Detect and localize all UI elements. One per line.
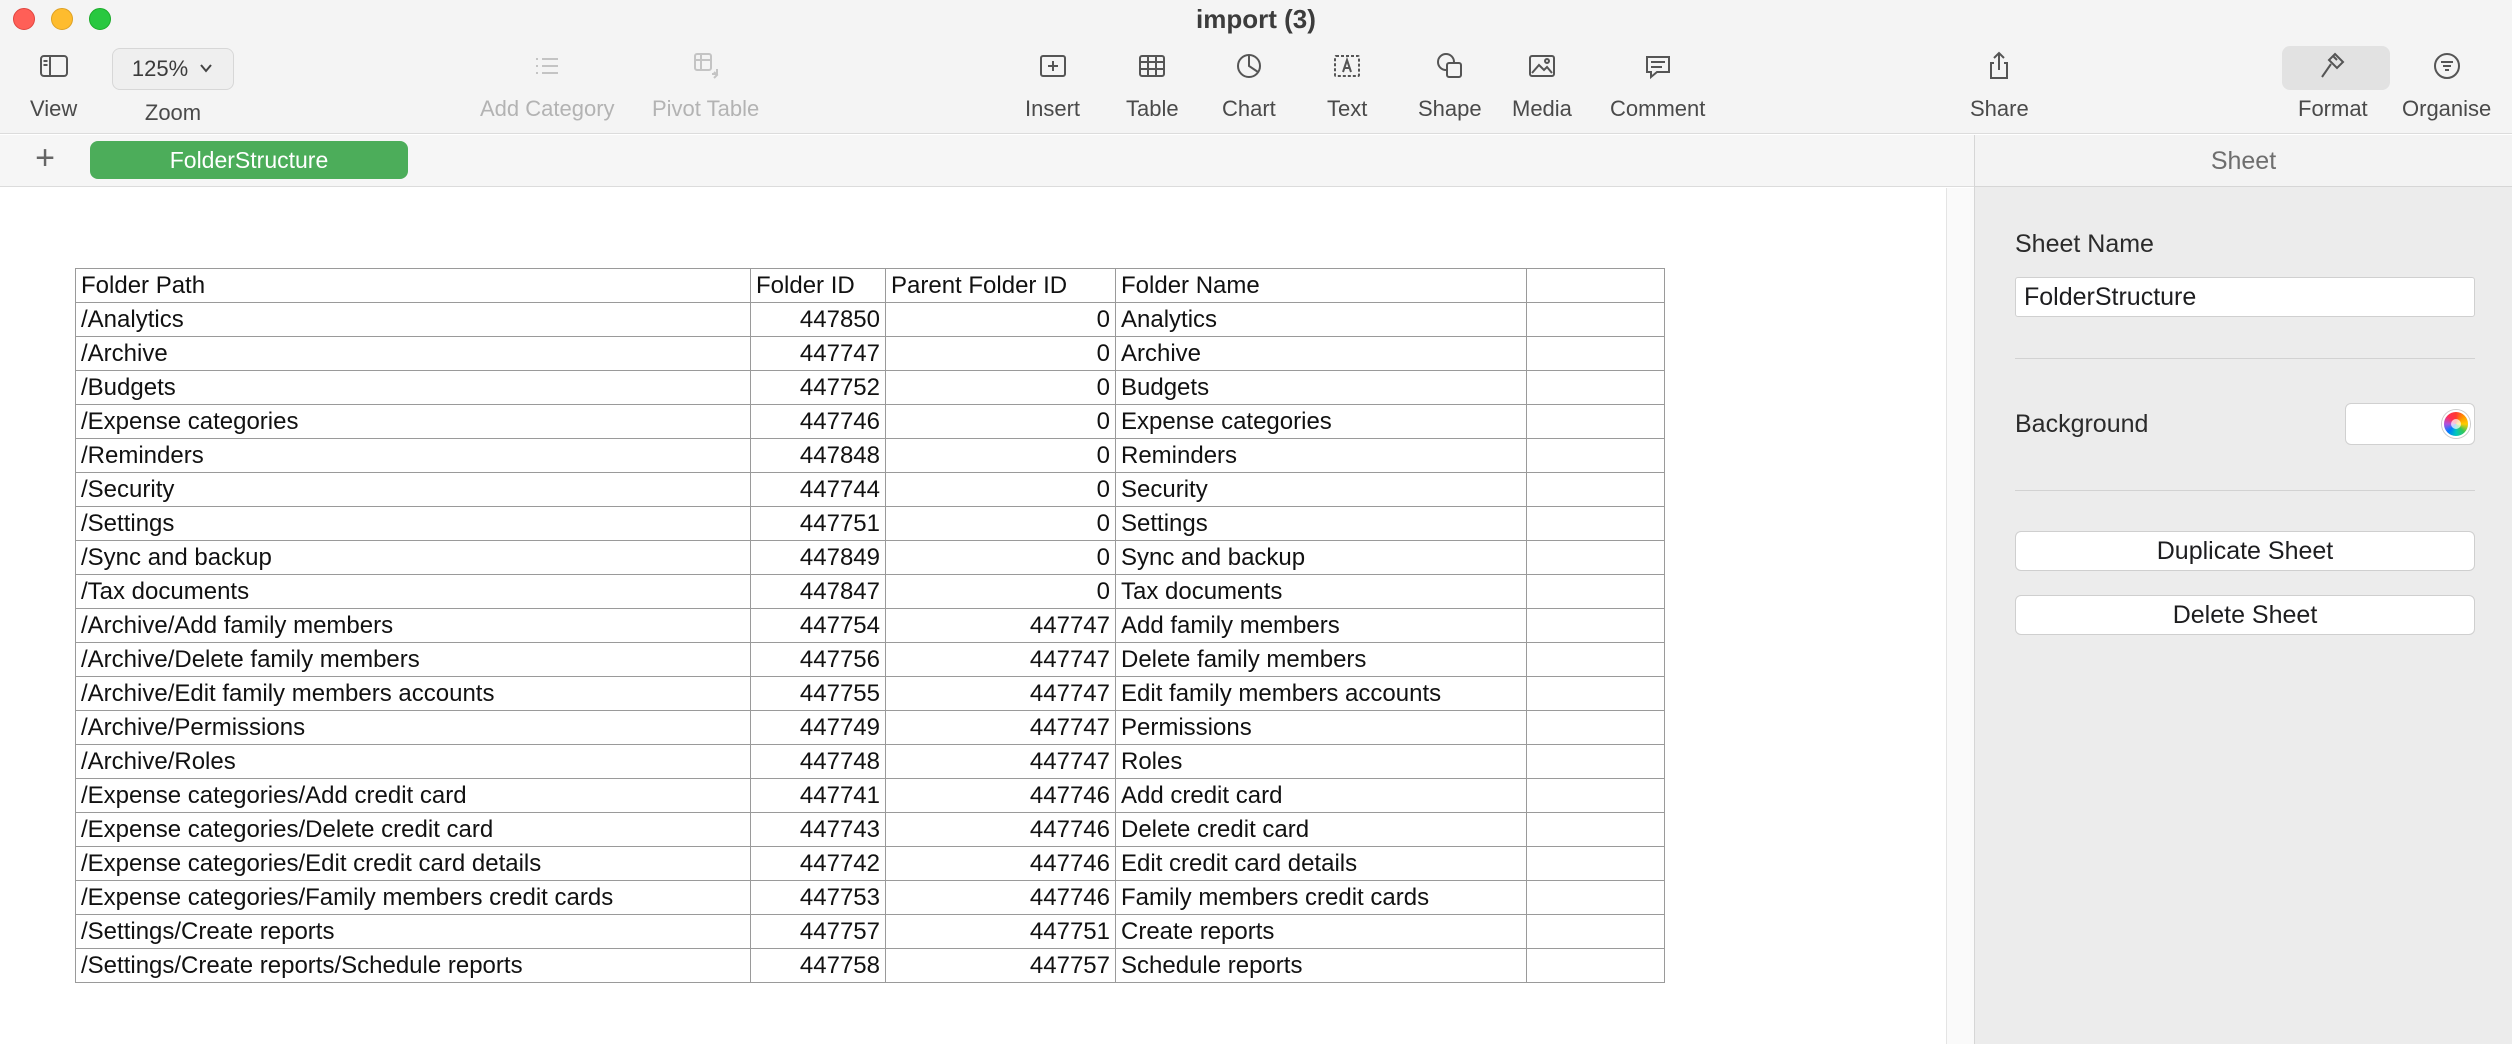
table-row (76, 609, 1665, 643)
zoom-dropdown[interactable] (112, 48, 234, 90)
table-cell[interactable]: /Settings (76, 507, 751, 541)
table-cell[interactable]: 0 (886, 541, 1116, 575)
table-icon (1132, 46, 1172, 86)
table-cell[interactable]: Edit family members accounts (1116, 677, 1527, 711)
sidebar-icon (34, 46, 74, 86)
pie-chart-icon (1229, 46, 1269, 86)
table-cell[interactable]: /Expense categories/Edit credit card details (76, 847, 751, 881)
paintbrush-icon (2313, 46, 2353, 86)
chevron-down-icon (198, 56, 214, 82)
text-box-icon (1327, 46, 1367, 86)
table-row (76, 541, 1665, 575)
table-cell[interactable]: 447752 (751, 371, 886, 405)
table-cell[interactable] (1527, 745, 1665, 779)
zoom-value: 125% (131, 56, 189, 81)
table-cell[interactable]: Analytics (1116, 303, 1527, 337)
chart-label: Chart (1222, 96, 1276, 121)
comment-button[interactable] (1610, 46, 1705, 122)
tab-folderstructure[interactable]: FolderStructure (90, 141, 408, 179)
table-cell[interactable]: /Reminders (76, 439, 751, 473)
share-button[interactable] (1970, 46, 2029, 122)
table-cell[interactable]: 0 (886, 575, 1116, 609)
share-label: Share (1970, 96, 2029, 121)
table-cell[interactable] (1527, 915, 1665, 949)
table-cell[interactable]: Sync and backup (1116, 541, 1527, 575)
folder-table[interactable] (75, 268, 1665, 983)
background-label: Background (2015, 410, 2149, 438)
table-row (76, 439, 1665, 473)
table-row (76, 507, 1665, 541)
table-cell[interactable]: 447747 (751, 337, 886, 371)
table-cell[interactable]: 447746 (886, 847, 1116, 881)
table-cell[interactable]: /Analytics (76, 303, 751, 337)
table-cell[interactable]: Delete credit card (1116, 813, 1527, 847)
format-sidebar (1974, 135, 2512, 1044)
organise-label: Organise (2402, 96, 2492, 121)
table-cell[interactable]: 447746 (886, 779, 1116, 813)
table-cell[interactable]: 447744 (751, 473, 886, 507)
list-icon (527, 46, 567, 86)
table-button[interactable] (1126, 46, 1179, 122)
table-cell[interactable]: /Budgets (76, 371, 751, 405)
duplicate-sheet-button[interactable]: Duplicate Sheet (2015, 531, 2475, 571)
table-cell[interactable]: Tax documents (1116, 575, 1527, 609)
table-row (76, 711, 1665, 745)
header-cell[interactable]: Folder Name (1116, 269, 1527, 303)
table-cell[interactable]: 447850 (751, 303, 886, 337)
divider (2015, 358, 2475, 359)
sheet-canvas[interactable] (0, 188, 1946, 1044)
table-cell[interactable] (1527, 779, 1665, 813)
table-row (76, 779, 1665, 813)
table-row (76, 405, 1665, 439)
window-title: import (3) (1196, 4, 1316, 34)
shape-icon (1430, 46, 1470, 86)
table-cell[interactable]: 447754 (751, 609, 886, 643)
header-cell[interactable]: Folder Path (76, 269, 751, 303)
table-row (76, 915, 1665, 949)
table-cell[interactable] (1527, 609, 1665, 643)
table-cell[interactable] (1527, 813, 1665, 847)
table-cell[interactable] (1527, 541, 1665, 575)
table-cell[interactable]: Reminders (1116, 439, 1527, 473)
delete-sheet-button[interactable]: Delete Sheet (2015, 595, 2475, 635)
table-row (76, 949, 1665, 983)
shape-button[interactable] (1418, 46, 1482, 122)
photo-icon (1522, 46, 1562, 86)
table-cell[interactable]: 447741 (751, 779, 886, 813)
share-icon (1979, 46, 2019, 86)
table-row (76, 881, 1665, 915)
table-cell[interactable]: /Security (76, 473, 751, 507)
divider (2015, 490, 2475, 491)
table-cell[interactable]: /Archive/Add family members (76, 609, 751, 643)
table-cell[interactable]: /Expense categories/Family members credit cards (76, 881, 751, 915)
table-cell[interactable]: /Archive/Permissions (76, 711, 751, 745)
table-cell[interactable]: Security (1116, 473, 1527, 507)
table-cell[interactable]: /Archive/Edit family members accounts (76, 677, 751, 711)
table-cell[interactable]: 0 (886, 337, 1116, 371)
table-cell[interactable] (1527, 711, 1665, 745)
table-cell[interactable]: /Archive/Roles (76, 745, 751, 779)
table-cell[interactable]: 447742 (751, 847, 886, 881)
table-cell[interactable] (1527, 507, 1665, 541)
table-cell[interactable]: 0 (886, 473, 1116, 507)
table-cell[interactable]: 0 (886, 405, 1116, 439)
text-button[interactable] (1327, 46, 1367, 122)
comment-icon (1638, 46, 1678, 86)
table-cell[interactable]: /Settings/Create reports (76, 915, 751, 949)
table-cell[interactable]: 447747 (886, 643, 1116, 677)
table-cell[interactable]: Schedule reports (1116, 949, 1527, 983)
table-cell[interactable]: /Settings/Create reports/Schedule reports (76, 949, 751, 983)
pivot-table-label: Pivot Table (652, 96, 760, 121)
table-cell[interactable]: 447758 (751, 949, 886, 983)
table-cell[interactable] (1527, 643, 1665, 677)
media-label: Media (1512, 96, 1572, 121)
table-cell[interactable]: Family members credit cards (1116, 881, 1527, 915)
table-cell[interactable]: 0 (886, 303, 1116, 337)
table-cell[interactable]: Roles (1116, 745, 1527, 779)
sidebar-tab-sheet[interactable]: Sheet (1975, 135, 2512, 187)
table-cell[interactable]: Permissions (1116, 711, 1527, 745)
table-cell[interactable]: Add credit card (1116, 779, 1527, 813)
table-cell[interactable]: 447757 (751, 915, 886, 949)
table-header-row (76, 269, 1665, 303)
table-cell[interactable]: 447756 (751, 643, 886, 677)
shape-label: Shape (1418, 96, 1482, 121)
table-cell[interactable] (1527, 881, 1665, 915)
chart-button[interactable] (1222, 46, 1276, 122)
view-label: View (30, 96, 78, 121)
table-row (76, 473, 1665, 507)
organise-icon (2427, 46, 2467, 86)
insert-icon (1033, 46, 1073, 86)
table-cell[interactable]: 447751 (886, 915, 1116, 949)
table-cell[interactable] (1527, 473, 1665, 507)
table-cell[interactable]: 447847 (751, 575, 886, 609)
format-label: Format (2298, 96, 2368, 121)
table-cell[interactable] (1527, 405, 1665, 439)
table-cell[interactable]: Add family members (1116, 609, 1527, 643)
add-category-label: Add Category (480, 96, 615, 121)
comment-label: Comment (1610, 96, 1706, 121)
table-cell[interactable]: 447748 (751, 745, 886, 779)
table-row (76, 337, 1665, 371)
media-button[interactable] (1512, 46, 1572, 122)
table-cell[interactable]: Budgets (1116, 371, 1527, 405)
table-row (76, 677, 1665, 711)
table-cell[interactable]: 447746 (886, 813, 1116, 847)
table-cell[interactable] (1527, 371, 1665, 405)
table-cell[interactable]: 0 (886, 439, 1116, 473)
table-cell[interactable]: 447755 (751, 677, 886, 711)
table-cell[interactable]: 447757 (886, 949, 1116, 983)
table-cell[interactable]: 447747 (886, 745, 1116, 779)
table-label: Table (1126, 96, 1179, 121)
table-cell[interactable]: /Expense categories (76, 405, 751, 439)
zoom-label: Zoom (144, 100, 202, 125)
table-row (76, 847, 1665, 881)
table-cell[interactable]: Archive (1116, 337, 1527, 371)
table-cell[interactable]: Expense categories (1116, 405, 1527, 439)
table-cell[interactable] (1527, 439, 1665, 473)
table-cell[interactable]: 447746 (886, 881, 1116, 915)
table-cell[interactable]: Edit credit card details (1116, 847, 1527, 881)
table-cell[interactable]: 447747 (886, 711, 1116, 745)
header-cell[interactable]: Parent Folder ID (886, 269, 1116, 303)
table-cell[interactable]: Delete family members (1116, 643, 1527, 677)
view-button[interactable] (30, 46, 77, 122)
table-cell[interactable]: 447743 (751, 813, 886, 847)
table-cell[interactable] (1527, 949, 1665, 983)
table-cell[interactable] (1527, 575, 1665, 609)
table-cell[interactable]: 0 (886, 507, 1116, 541)
table-cell[interactable]: 447848 (751, 439, 886, 473)
toolbar (0, 0, 2512, 134)
sheet-tab-bar (0, 135, 1974, 187)
table-row (76, 745, 1665, 779)
table-cell[interactable] (1527, 337, 1665, 371)
header-cell[interactable] (1527, 269, 1665, 303)
table-row (76, 643, 1665, 677)
table-cell[interactable]: /Archive/Delete family members (76, 643, 751, 677)
table-cell[interactable]: 447749 (751, 711, 886, 745)
table-row (76, 813, 1665, 847)
table-cell[interactable]: 0 (886, 371, 1116, 405)
insert-button[interactable] (1025, 46, 1080, 122)
table-cell[interactable]: 447746 (751, 405, 886, 439)
table-cell[interactable]: 447747 (886, 677, 1116, 711)
background-color-well[interactable] (2345, 403, 2475, 445)
organise-button[interactable] (2402, 46, 2491, 122)
table-cell[interactable]: 447747 (886, 609, 1116, 643)
table-row (76, 575, 1665, 609)
sheet-name-label: Sheet Name (2015, 230, 2154, 258)
table-cell[interactable]: 447753 (751, 881, 886, 915)
table-row (76, 371, 1665, 405)
table-cell[interactable]: Create reports (1116, 915, 1527, 949)
table-cell[interactable]: /Sync and backup (76, 541, 751, 575)
format-button[interactable] (2298, 46, 2368, 122)
table-cell[interactable]: 447849 (751, 541, 886, 575)
table-cell[interactable] (1527, 847, 1665, 881)
add-sheet-button[interactable]: + (35, 139, 55, 177)
text-label: Text (1327, 96, 1368, 121)
table-cell[interactable]: Settings (1116, 507, 1527, 541)
table-row (76, 303, 1665, 337)
table-cell[interactable]: 447751 (751, 507, 886, 541)
table-cell[interactable] (1527, 677, 1665, 711)
pivot-table-button[interactable] (652, 46, 759, 122)
add-category-button[interactable] (480, 46, 615, 122)
table-cell[interactable]: /Tax documents (76, 575, 751, 609)
table-cell[interactable]: /Expense categories/Add credit card (76, 779, 751, 813)
canvas-scroll-gutter[interactable] (1946, 188, 1974, 1044)
pivot-table-icon (686, 46, 726, 86)
table-cell[interactable]: /Archive (76, 337, 751, 371)
color-wheel-icon[interactable] (2442, 410, 2470, 438)
header-cell[interactable]: Folder ID (751, 269, 886, 303)
insert-label: Insert (1025, 96, 1081, 121)
table-cell[interactable] (1527, 303, 1665, 337)
sheet-name-input[interactable]: FolderStructure (2015, 277, 2475, 317)
table-cell[interactable]: /Expense categories/Delete credit card (76, 813, 751, 847)
